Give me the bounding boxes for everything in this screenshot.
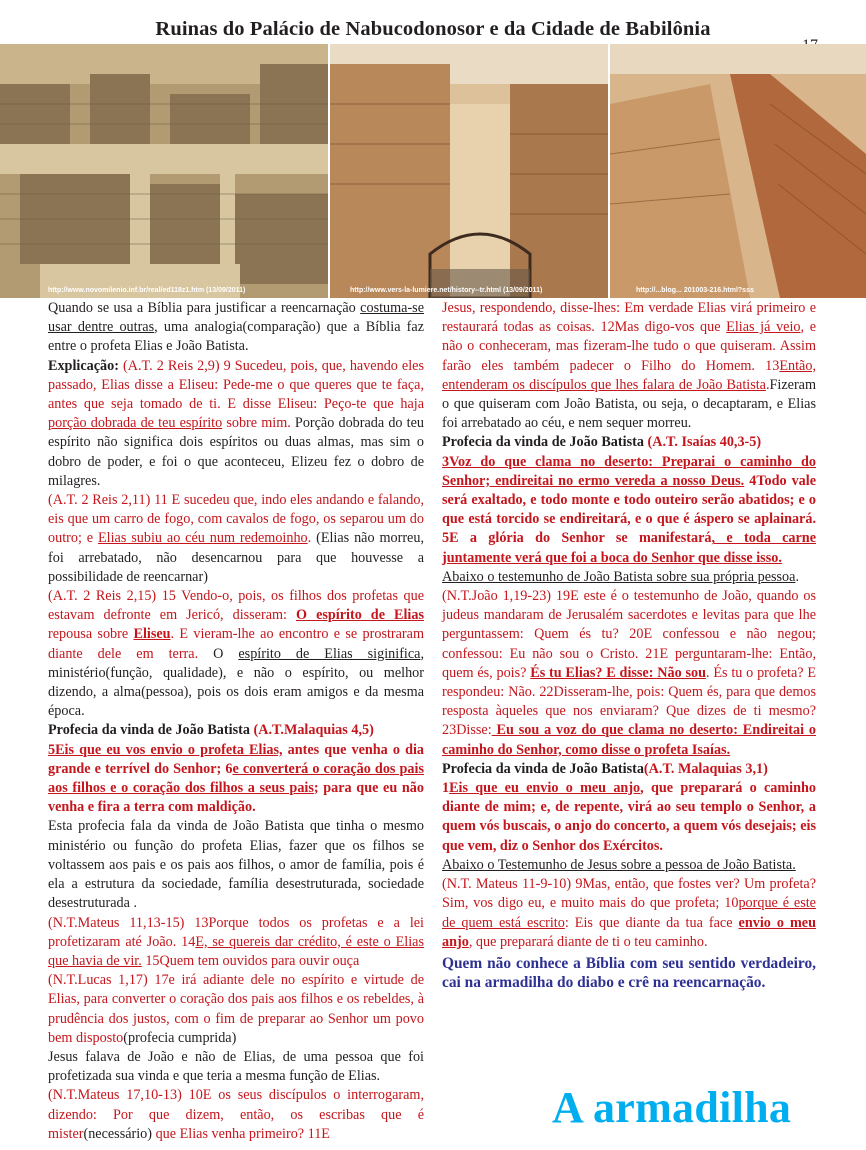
reference: (A.T. Isaías 40,3-5) [643, 434, 762, 451]
scripture: E, se quereis dar crédito, é este o Elias que havia de vir. [48, 933, 424, 969]
text: Porção dobrada do teu espírito não significa dois espíritos ou duas almas, mas sim o dobro de poder, e foi o que aconteceu, Elizeu fez o dobro de milagres. [48, 415, 424, 489]
text: costuma-se usar dentre outras [48, 300, 424, 336]
scripture: O espírito de Elias [296, 607, 424, 624]
text: , uma analogia(comparação) que a Bíblia faz entre o profeta Elias e João Batista. [48, 319, 424, 355]
joao-paragraph [442, 587, 816, 760]
text: Quando se usa a Bíblia para justificar a reencarnação [48, 300, 361, 316]
ruins-photo-3-image [610, 44, 866, 298]
scripture: (N.T.Mateus 11,13-15) 13Porque todos os profetas e a lei profetizaram até João. 14 [48, 914, 424, 950]
scripture: (N.T.Lucas 1,17) 17e irá adiante dele no espírito e virtude de Elias, para converter o coração dos pais aos filhos e os rebeldes, à prudência dos justos, com o fim de preparar ao Senhor um povo bem disposto [48, 972, 424, 1046]
scripture: . E vieram-lhe ao encontro e se prostraram diante dele em terra. [48, 626, 424, 662]
ruins-photo-2 [330, 44, 608, 298]
explanation-paragraph [48, 357, 424, 491]
text: O [198, 645, 239, 662]
scripture: 1 [442, 780, 450, 797]
brand-title: A armadilha [552, 1083, 792, 1132]
heading: Profecia da vinda de João Batista [48, 722, 250, 739]
page-title: Ruinas do Palácio de Nabucodonosor e da Cidade de Babilônia [155, 18, 711, 40]
scripture: . [307, 530, 312, 547]
malaquias-paragraph [48, 721, 424, 817]
scripture: (N.T.Mateus 17,10-13) 10E os seus discípulos o interrogaram, dizendo: Por que dizem, então, os escribas que é mister [48, 1087, 424, 1142]
reis-paragraph [48, 491, 424, 587]
scripture: , que preparará diante de ti o teu caminho. [468, 933, 708, 950]
scripture: que Elias venha primeiro? 11E [152, 1125, 330, 1142]
text: , ministério(função, qualidade), e não o espírito, ou melhor dizendo, a alma(pessoa), pois os dois eram amigos e da mesma época. [48, 645, 425, 720]
scripture: 4Todo vale será exaltado, e todo monte e todo outeiro serão abatidos; e o que está torcido se endireitará, e o que é áspero se aplainará. 5E a glória do Senhor se manifestará [442, 472, 816, 547]
ruins-photo-1 [0, 44, 328, 298]
scripture: Elias subiu ao céu num redemoinho [97, 530, 308, 547]
text: (necessário) [83, 1125, 153, 1142]
jesus-testimony-heading: Abaixo o Testemunho de Jesus sobre a pessoa de João Batista. [442, 856, 796, 873]
scripture: , que preparará o caminho diante de mim; e, de repente, virá ao seu templo o Senhor, a quem vós buscais, o anjo do concerto, a quem vós desejais; eis que vem, diz o Senhor dos Exércitos. [442, 780, 816, 854]
scripture: porção dobrada de teu espírito [48, 415, 223, 432]
label: Explicação: [48, 357, 119, 374]
closing-statement: Quem não conhece a Bíblia com seu sentido verdadeiro, cai na armadilha do diabo e crê na reencarnação. [442, 954, 816, 991]
scripture: ; para que eu não venha e fira a terra com maldição. [48, 780, 424, 816]
scripture: Elias já veio [726, 319, 801, 336]
text: (profecia cumprida) [123, 1029, 237, 1046]
explanation-text: Esta profecia fala da vinda de João Batista que tinha o mesmo ministério ou função do profeta Elias, fazer que os filhos se voltassem aos pais e os pais aos filhos, o amor de família, pois é ela a estrutura da sociedade, família desestruturada, sociedade desestruturada . [48, 818, 424, 912]
reis-15-paragraph [48, 587, 424, 721]
scripture: (A.T. 2 Reis 2,9) 9 Sucedeu, pois, que, havendo eles passado, Elias disse a Eliseu: Pede-me o que queres que te faça, antes que seja tomado de ti. E disse Eliseu: Peço-te que haja [48, 357, 424, 413]
scripture: porque é este de quem está escrito [442, 895, 816, 931]
ruins-photo-3 [610, 44, 866, 298]
scripture: repousa sobre [48, 626, 134, 643]
photo-caption: http://www.vers-la-lumiere.net/history--tr.html (13/09/2011) [350, 287, 543, 294]
scripture: antes que venha o dia grande e terrível do Senhor; 6 [48, 741, 425, 777]
ruins-photo-1-image [0, 44, 328, 298]
scripture: 15Quem tem ouvidos para ouvir ouça [141, 952, 360, 969]
scripture: Eliseu [133, 626, 171, 643]
lucas-paragraph [48, 971, 424, 1048]
testimony-heading [442, 568, 816, 587]
photo-strip [0, 44, 866, 298]
scripture: , e toda carne juntamente verá que foi a boca do Senhor que disse isso. [442, 530, 816, 566]
isaias-paragraph [442, 433, 816, 567]
scripture: 3Voz do que clama no deserto: Preparai o caminho do Senhor; endireitai no ermo vereda a nosso Deus. [442, 453, 816, 489]
scripture: (A.T. 2 Reis 2,11) 11 E sucedeu que, indo eles andando e falando, eis que um carro de fogo, com cavalos de fogo, os separou um do outro; e [48, 492, 424, 547]
scripture: Eu sou a voz do que clama no deserto: Endireitai o caminho do Senhor, como disse o profeta Isaías. [442, 722, 816, 758]
scripture: (A.T. 2 Reis 2,15) 15 Vendo-o, pois, os filhos dos profetas que estavam defronte em Jericó, disseram: [48, 588, 424, 624]
right-column [442, 299, 816, 992]
intro-paragraph [48, 299, 424, 357]
photo-caption: http://...blog... 201003-216.html?sss [636, 287, 754, 294]
scripture: . [765, 376, 770, 393]
heading: Profecia da vinda de João Batista [442, 760, 644, 777]
heading: Profecia da vinda de João Batista [442, 434, 644, 451]
scripture: (N.T.João 1,19-23) 19E este é o testemunho de João, quando os judeus mandaram de Jerusalém sacerdotes e levitas para que lhe perguntassem: Quem és tu? 20E confessou e não negou; confessou: Eu não sou o Cristo. 21E perguntaram-lhe: Então, quem és, pois? [442, 588, 816, 681]
scripture: Eis que eu envio o meu anjo [449, 780, 641, 797]
reference: (A.T.Malaquias 4,5) [249, 722, 374, 739]
scripture: sobre mim. [222, 415, 291, 432]
malaquias-3-paragraph [442, 760, 816, 856]
scripture: : Eis que diante da tua face [564, 914, 739, 931]
photo-caption: http://www.novomilenio.inf.br/real/ed118z1.htm (13/09/2011) [48, 287, 246, 294]
scripture: , e não o conheceram, mas fizeram-lhe tudo o que quiseram. Assim farão eles também padecer o Filho do Homem. 13 [442, 319, 816, 374]
reference: (A.T. Malaquias 3,1) [643, 760, 768, 777]
text: Fizeram o que quiseram com João Batista, ou seja, o decaptaram, e Elias foi arrebatado ao céu, e nem sequer morreu. [442, 376, 816, 432]
scripture: e converterá o coração dos pais aos filhos e o coração dos filhos a seus pais [48, 760, 424, 797]
scripture: És tu Elias? E disse: Não sou [530, 664, 706, 681]
scripture: envio o meu anjo [442, 914, 816, 950]
mateus-continued [442, 299, 816, 433]
text: . [795, 568, 799, 585]
left-column [48, 299, 424, 1144]
text: espírito de Elias siginifica [238, 645, 421, 662]
scripture: 5Eis que eu vos envio o profeta Elias, [48, 741, 283, 758]
text: (Elias não morreu, foi arrebatado, não desencarnou para que houvesse a possibilidade de reencarnar) [48, 530, 424, 585]
mateus-11-paragraph [442, 875, 816, 952]
scripture: (N.T. Mateus 11-9-10) 9Mas, então, que fostes ver? Um profeta? Sim, vos digo eu, e muito mais do que profeta; 10 [442, 876, 816, 912]
mateus-17-paragraph [48, 1086, 424, 1144]
text: Abaixo o testemunho de João Batista sobre sua própria pessoa [442, 568, 796, 585]
jesus-paragraph: Jesus falava de João e não de Elias, de uma pessoa que foi profetizada sua vinda e que teria a mesma função de Elias. [48, 1048, 424, 1085]
scripture: . És tu o profeta? E respondeu: Não. 22Disseram-lhe, pois: Quem és, para que demos resposta àqueles que nos enviaram? Que dizes de ti mesmo? 23Disse: [442, 664, 817, 739]
scripture: Jesus, respondendo, disse-lhes: Em verdade Elias virá primeiro e restaurará todas as coisas. 12Mas digo-vos que [442, 300, 816, 336]
mateus-paragraph [48, 914, 424, 972]
scripture: Então, entenderam os discípulos que lhes falara de João Batista [442, 357, 816, 393]
ruins-photo-2-image [330, 44, 608, 298]
